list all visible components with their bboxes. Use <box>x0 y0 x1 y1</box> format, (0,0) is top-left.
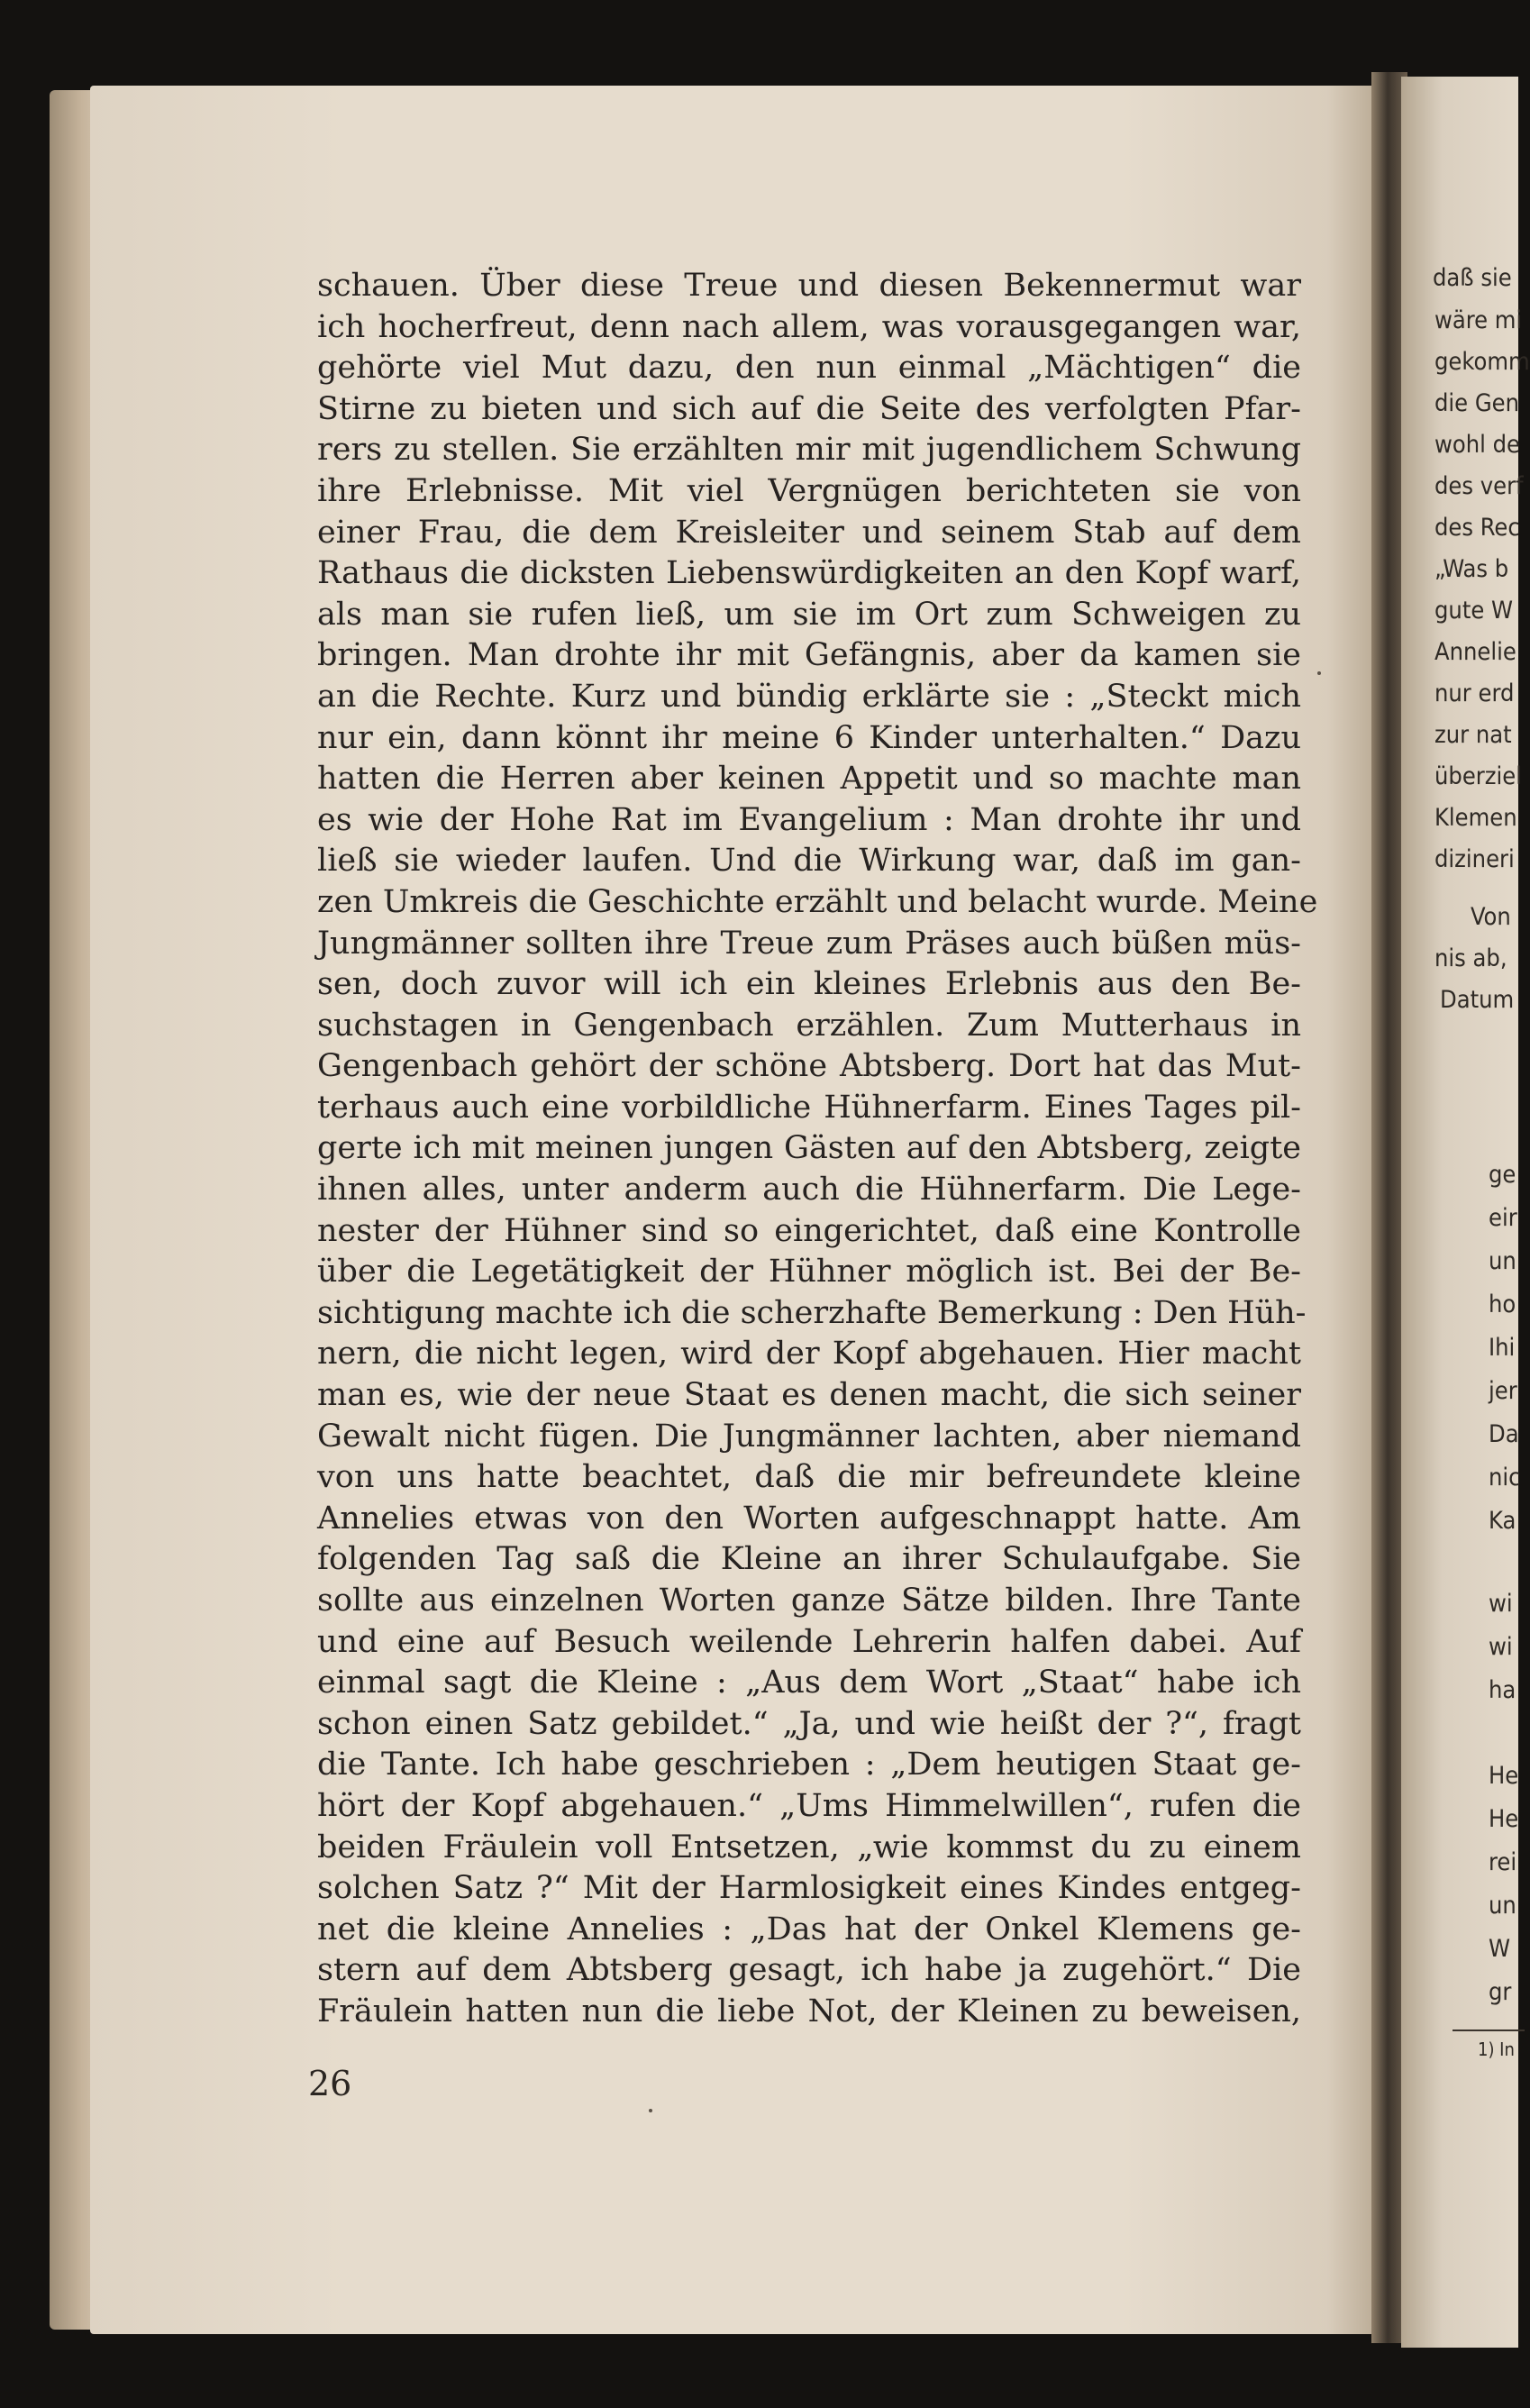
text-line: von uns hatte beachtet, daß die mir befreundete kleine <box>317 1459 1301 1496</box>
text-line: Jungmänner sollten ihre Treue zum Präses auch büßen müs- <box>317 925 1301 962</box>
adjacent-page-fragment: gr <box>1489 1978 1512 2006</box>
body-text <box>317 266 1318 2033</box>
text-line: beiden Fräulein voll Entsetzen, „wie kommst du zu einem <box>317 1829 1301 1865</box>
adjacent-page-fragment: Da <box>1489 1420 1519 1448</box>
adjacent-page-fragment: ha <box>1489 1676 1516 1704</box>
text-line: Gengenbach gehört der schöne Abtsberg. Dort hat das Mut- <box>317 1048 1301 1085</box>
adjacent-page-fragment: Ka <box>1489 1507 1516 1535</box>
adjacent-page-fragment: des Rec <box>1434 514 1520 542</box>
footnote-rule <box>1453 2029 1525 2031</box>
adjacent-page-fragment: 1) In <box>1478 2039 1515 2060</box>
adjacent-page-fragment: gute W <box>1434 597 1514 625</box>
paper-speck <box>649 2109 652 2112</box>
text-line: sollte aus einzelnen Worten ganze Sätze bilden. Ihre Tante <box>317 1583 1301 1619</box>
adjacent-page-fragment: überziel <box>1434 762 1522 790</box>
text-line: einmal sagt die Kleine : „Aus dem Wort „Staat“ habe ich <box>317 1665 1301 1701</box>
text-line: gerte ich mit meinen jungen Gästen auf den Abtsberg, zeigte <box>317 1130 1301 1167</box>
text-line: bringen. Man drohte ihr mit Gefängnis, aber da kamen sie <box>317 637 1301 674</box>
adjacent-page-fragment: nis ab, <box>1434 944 1507 972</box>
text-line: über die Legetätigkeit der Hühner möglich ist. Bei der Be- <box>317 1254 1301 1291</box>
text-line: stern auf dem Abtsberg gesagt, ich habe ja zugehört.“ Die <box>317 1952 1301 1989</box>
adjacent-page-fragment: ho <box>1489 1291 1516 1318</box>
text-line: schauen. Über diese Treue und diesen Bekennermut war <box>317 268 1301 304</box>
adjacent-page-fragment: des verf <box>1434 472 1524 500</box>
text-line: es wie der Hohe Rat im Evangelium : Man drohte ihr und <box>317 801 1301 838</box>
text-line: ich hocherfreut, denn nach allem, was vorausgegangen war, <box>317 308 1301 345</box>
text-line: man es, wie der neue Staat es denen macht, die sich seiner <box>317 1377 1301 1414</box>
text-line: net die kleine Annelies : „Das hat der Onkel Klemens ge- <box>317 1911 1301 1947</box>
adjacent-page-fragment: daß sie <box>1433 264 1512 292</box>
text-line: Gewalt nicht fügen. Die Jungmänner lachten, aber niemand <box>317 1418 1301 1455</box>
adjacent-page-fragment: „Was b <box>1434 555 1509 583</box>
adjacent-page-fragment: Klemen <box>1434 804 1517 832</box>
text-line: suchstagen in Gengenbach erzählen. Zum Mutterhaus in <box>317 1007 1301 1044</box>
text-line: gehörte viel Mut dazu, den nun einmal „Mächtigen“ die <box>317 350 1301 387</box>
text-line: einer Frau, die dem Kreisleiter und seinem Stab auf dem <box>317 514 1301 551</box>
text-line: schon einen Satz gebildet.“ „Ja, und wie heißt der ?“, fragt <box>317 1705 1301 1742</box>
page-number: 26 <box>308 2064 352 2103</box>
adjacent-page-fragment: nic <box>1489 1464 1521 1491</box>
adjacent-page-fragment: He <box>1489 1805 1519 1833</box>
adjacent-page-fragment: Annelie <box>1434 638 1516 666</box>
adjacent-page-fragment: gekomm <box>1434 348 1530 376</box>
text-line: ihnen alles, unter anderm auch die Hühnerfarm. Die Lege- <box>317 1172 1301 1209</box>
text-line: zen Umkreis die Geschichte erzählt und belacht wurde. Meine <box>317 883 1318 920</box>
adjacent-page-fragment: wohl de <box>1434 431 1520 459</box>
adjacent-page-fragment: dizineri <box>1434 845 1515 873</box>
adjacent-page-fragment: nur erd <box>1434 680 1515 707</box>
text-line: Annelies etwas von den Worten aufgeschnappt hatte. Am <box>317 1500 1301 1537</box>
text-line: folgenden Tag saß die Kleine an ihrer Schulaufgabe. Sie <box>317 1541 1301 1578</box>
text-line: die Tante. Ich habe geschrieben : „Dem heutigen Staat ge- <box>317 1747 1301 1783</box>
text-line: sen, doch zuvor will ich ein kleines Erlebnis aus den Be- <box>317 966 1301 1003</box>
paper-speck <box>1317 671 1321 675</box>
adjacent-page-fragment: die Gen <box>1434 389 1520 417</box>
text-line: Fräulein hatten nun die liebe Not, der Kleinen zu beweisen, <box>317 1993 1301 2029</box>
text-line: sichtigung machte ich die scherzhafte Bemerkung : Den Hüh- <box>317 1294 1307 1331</box>
text-line: solchen Satz ?“ Mit der Harmlosigkeit eines Kindes entgeg- <box>317 1870 1301 1907</box>
adjacent-page-fragment: wäre mi <box>1434 306 1523 334</box>
adjacent-page-fragment: wi <box>1489 1633 1513 1661</box>
text-line: ihre Erlebnisse. Mit viel Vergnügen berichteten sie von <box>317 472 1301 509</box>
text-line: hatten die Herren aber keinen Appetit und so machte man <box>317 761 1301 798</box>
adjacent-page-fragment: jer <box>1489 1377 1517 1405</box>
adjacent-page-fragment: Datum <box>1440 986 1515 1014</box>
adjacent-page-fragment: W <box>1489 1935 1511 1963</box>
text-line: und eine auf Besuch weilende Lehrerin halfen dabei. Auf <box>317 1623 1301 1660</box>
adjacent-page-fragment: zur nat <box>1434 721 1512 749</box>
text-line: nern, die nicht legen, wird der Kopf abgehauen. Hier macht <box>317 1336 1301 1373</box>
adjacent-page-fragment: ge <box>1489 1161 1516 1189</box>
adjacent-page-fragment: wi <box>1489 1590 1513 1618</box>
adjacent-page-fragment: rei <box>1489 1848 1517 1876</box>
text-line: an die Rechte. Kurz und bündig erklärte sie : „Steckt mich <box>317 678 1301 715</box>
adjacent-page-fragment: un <box>1489 1247 1516 1275</box>
adjacent-page-fragment: eir <box>1489 1204 1517 1232</box>
text-line: nur ein, dann könnt ihr meine 6 Kinder unterhalten.“ Dazu <box>317 719 1301 756</box>
text-line: als man sie rufen ließ, um sie im Ort zum Schweigen zu <box>317 596 1301 633</box>
adjacent-page-fragment: Ihi <box>1489 1334 1516 1362</box>
adjacent-page-fragment: un <box>1489 1892 1516 1920</box>
text-line: Stirne zu bieten und sich auf die Seite des verfolgten Pfar- <box>317 390 1301 427</box>
text-line: rers zu stellen. Sie erzählten mir mit jugendlichem Schwung <box>317 432 1301 469</box>
text-line: Rathaus die dicksten Liebenswürdigkeiten an den Kopf warf, <box>317 555 1301 592</box>
adjacent-page-fragment: He <box>1489 1762 1519 1790</box>
text-line: ließ sie wieder laufen. Und die Wirkung war, daß im gan- <box>317 843 1301 880</box>
text-line: nester der Hühner sind so eingerichtet, daß eine Kontrolle <box>317 1212 1301 1249</box>
text-line: terhaus auch eine vorbildliche Hühnerfarm. Eines Tages pil- <box>317 1089 1301 1126</box>
adjacent-page-fragment: Von <box>1471 903 1511 931</box>
text-line: hört der Kopf abgehauen.“ „Ums Himmelwillen“, rufen die <box>317 1787 1301 1824</box>
